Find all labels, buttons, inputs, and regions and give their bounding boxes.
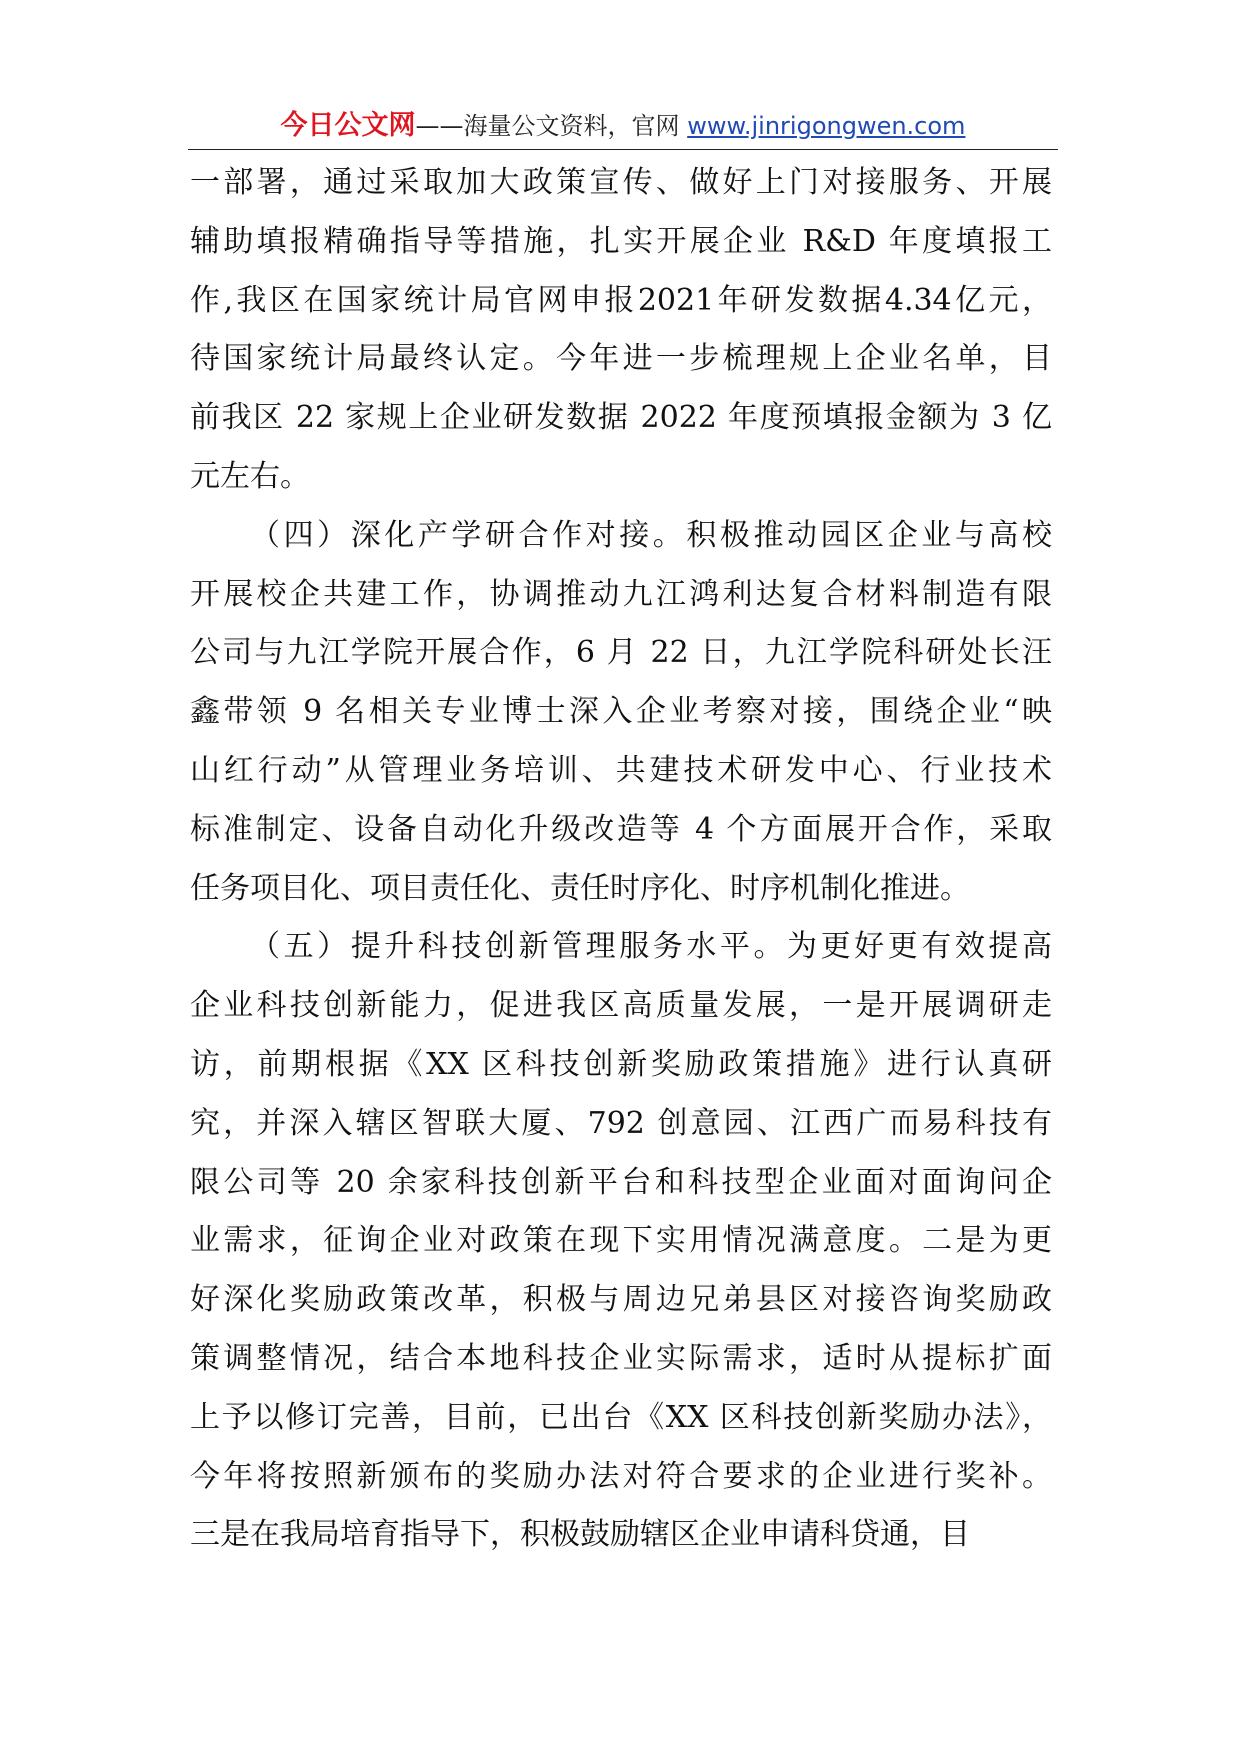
- section-heading-line: （五）提升科技创新管理服务水平。为更好更有效提高: [250, 929, 1052, 965]
- text-line: 上予以修订完善，目前，已出台《XX 区科技创新奖励办法》，: [190, 1399, 1052, 1435]
- section-heading-line: （四）深化产学研合作对接。积极推动园区企业与高校: [250, 517, 1052, 553]
- header-tagline: ——海量公文资料，官网: [415, 112, 680, 140]
- document-body: [190, 154, 1052, 1565]
- header-divider: [188, 149, 1058, 150]
- text-line: 究，并深入辖区智联大厦、792 创意园、江西广而易科技有: [190, 1105, 1052, 1141]
- site-name: 今日公文网: [280, 110, 416, 141]
- text-line: 一部署，通过采取加大政策宣传、做好上门对接服务、开展: [190, 165, 1052, 200]
- text-line: 访，前期根据《XX 区科技创新奖励政策措施》进行认真研: [190, 1046, 1052, 1082]
- text-line: 作,我区在国家统计局官网申报2021年研发数据4.34亿元，: [190, 282, 1052, 318]
- text-line: 辅助填报精确指导等措施，扎实开展企业 R&D 年度填报工: [190, 223, 1052, 259]
- paragraph-section-4: [190, 507, 1052, 919]
- text-line: 鑫带领 9 名相关专业博士深入企业考察对接，围绕企业“映: [190, 694, 1052, 730]
- text-line: 企业科技创新能力，促进我区高质量发展，一是开展调研走: [190, 988, 1052, 1024]
- text-line: 好深化奖励政策改革，积极与周边兄弟县区对接咨询奖励政: [190, 1282, 1052, 1318]
- text-line: 前我区 22 家规上企业研发数据 2022 年度预填报金额为 3 亿: [190, 400, 1052, 436]
- text-line: 待国家统计局最终认定。今年进一步梳理规上企业名单，目: [190, 341, 1052, 377]
- text-line: 公司与九江学院开展合作，6 月 22 日，九江学院科研处长汪: [190, 635, 1052, 671]
- text-line: 限公司等 20 余家科技创新平台和科技型企业面对面询问企: [190, 1164, 1052, 1200]
- text-line: 业需求，征询企业对政策在现下实用情况满意度。二是为更: [190, 1223, 1052, 1259]
- text-line: 任务项目化、项目责任化、责任时序化、时序机制化推进。: [190, 870, 970, 906]
- site-url-link[interactable]: www.jinrigongwen.com: [687, 112, 966, 140]
- text-line: 三是在我局培育指导下，积极鼓励辖区企业申请科贷通，目: [190, 1517, 970, 1553]
- paragraph-section-5: [190, 918, 1052, 1565]
- text-line: 元左右。: [190, 458, 310, 494]
- text-line: 策调整情况，结合本地科技企业实际需求，适时从提标扩面: [190, 1340, 1052, 1376]
- text-line: 山红行动”从管理业务培训、共建技术研发中心、行业技术: [190, 752, 1052, 788]
- page-header: [188, 104, 1058, 148]
- text-line: 标准制定、设备自动化升级改造等 4 个方面展开合作，采取: [190, 811, 1052, 847]
- paragraph-1: [190, 154, 1052, 507]
- text-line: 开展校企共建工作，协调推动九江鸿利达复合材料制造有限: [190, 576, 1052, 612]
- text-line: 今年将按照新颁布的奖励办法对符合要求的企业进行奖补。: [190, 1458, 1052, 1494]
